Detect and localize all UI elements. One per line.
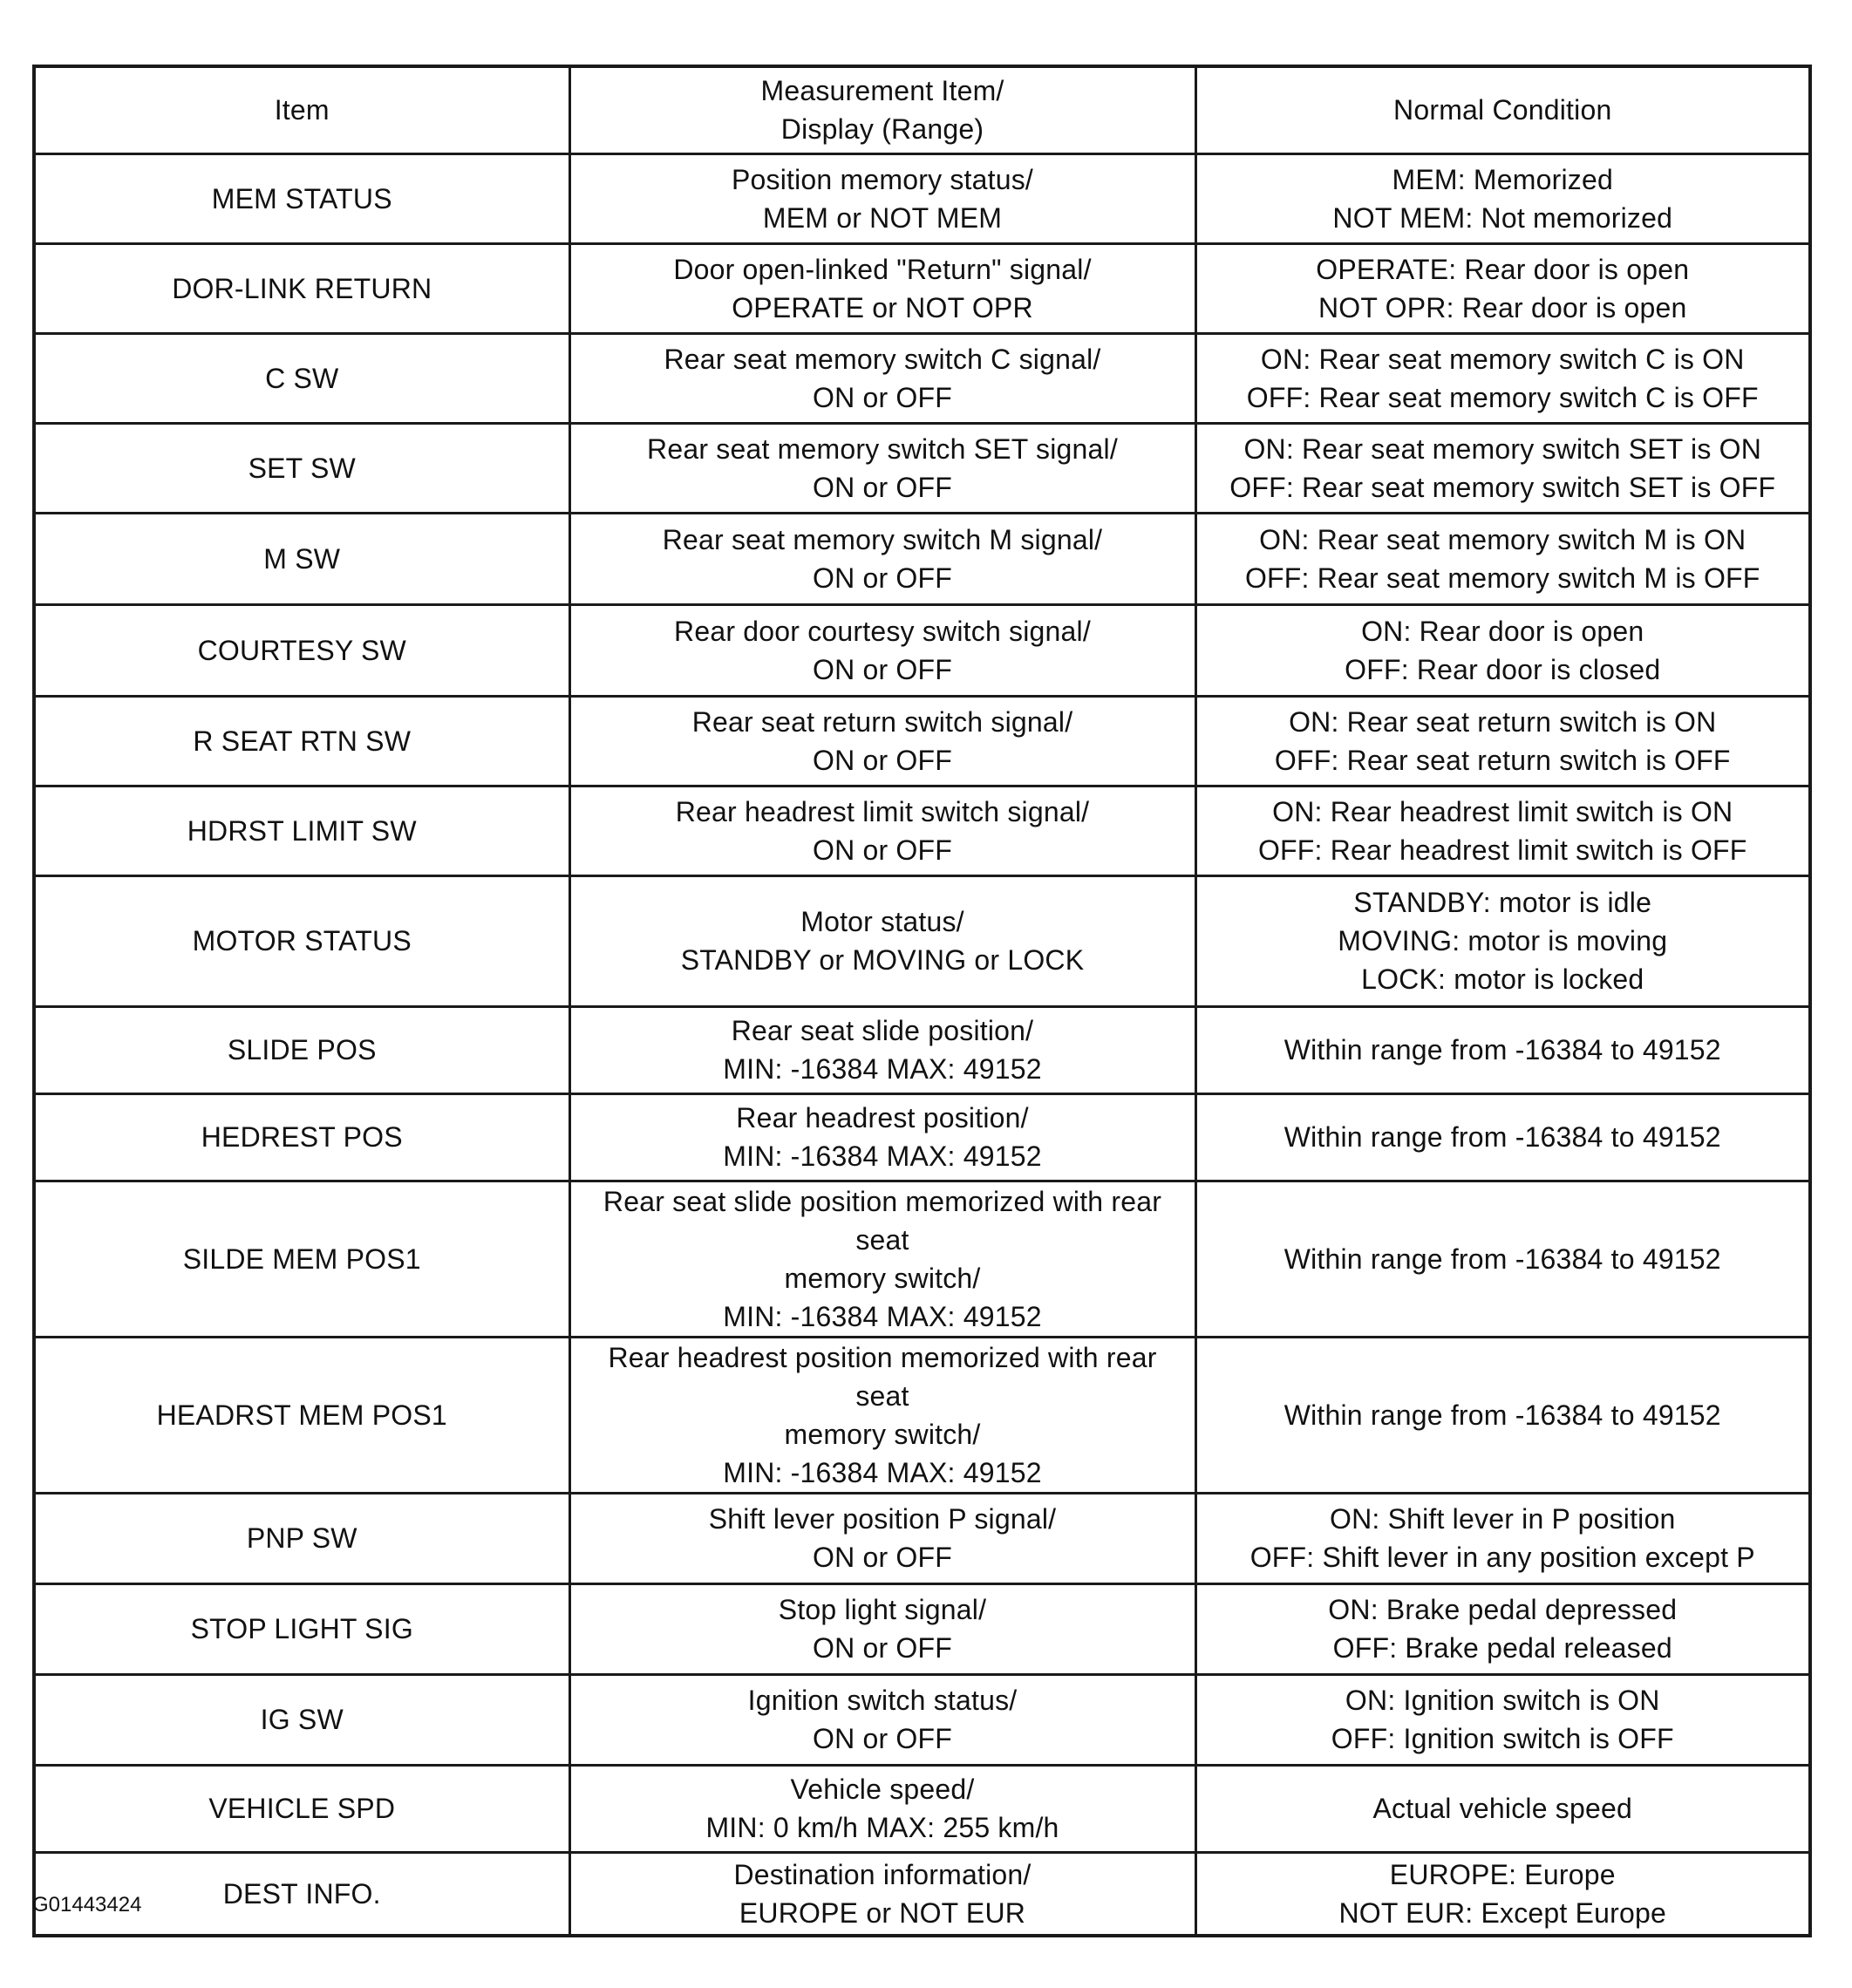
cell-item: VEHICLE SPD [34,1765,569,1852]
header-measurement: Measurement Item/ Display (Range) [569,66,1195,153]
cell-item: STOP LIGHT SIG [34,1583,569,1674]
cell-normal-condition: Within range from -16384 to 49152 [1195,1006,1810,1093]
cell-normal-condition: ON: Rear seat memory switch C is ON OFF: Rear seat memory switch C is OFF [1195,333,1810,423]
table-row [34,1765,1810,1852]
cell-measurement: Shift lever position P signal/ ON or OFF [569,1493,1195,1583]
cell-item: R SEAT RTN SW [34,696,569,786]
figure-id: G01443424 [32,1893,142,1917]
cell-normal-condition: Within range from -16384 to 49152 [1195,1337,1810,1493]
table-row [34,423,1810,513]
table-body [34,153,1810,1936]
cell-normal-condition: OPERATE: Rear door is open NOT OPR: Rear door is open [1195,243,1810,333]
cell-normal-condition: ON: Rear door is open OFF: Rear door is closed [1195,604,1810,696]
cell-measurement: Rear headrest position memorized with rear seat memory switch/ MIN: -16384 MAX: 49152 [569,1337,1195,1493]
cell-measurement: Ignition switch status/ ON or OFF [569,1674,1195,1765]
cell-item: HDRST LIMIT SW [34,786,569,875]
cell-normal-condition: Within range from -16384 to 49152 [1195,1181,1810,1337]
cell-measurement: Rear seat slide position memorized with rear seat memory switch/ MIN: -16384 MAX: 49152 [569,1181,1195,1337]
cell-item: DEST INFO. [34,1852,569,1936]
data-monitor-table-container [32,65,1808,1937]
cell-measurement: Stop light signal/ ON or OFF [569,1583,1195,1674]
cell-item: MOTOR STATUS [34,875,569,1006]
table-row [34,1852,1810,1936]
cell-measurement: Rear door courtesy switch signal/ ON or OFF [569,604,1195,696]
cell-item: HEDREST POS [34,1093,569,1181]
cell-measurement: Rear headrest limit switch signal/ ON or OFF [569,786,1195,875]
cell-normal-condition: ON: Rear seat return switch is ON OFF: Rear seat return switch is OFF [1195,696,1810,786]
cell-measurement: Rear seat memory switch C signal/ ON or OFF [569,333,1195,423]
cell-measurement: Rear seat slide position/ MIN: -16384 MAX: 49152 [569,1006,1195,1093]
table-row [34,513,1810,604]
cell-measurement: Motor status/ STANDBY or MOVING or LOCK [569,875,1195,1006]
cell-measurement: Vehicle speed/ MIN: 0 km/h MAX: 255 km/h [569,1765,1195,1852]
cell-normal-condition: STANDBY: motor is idle MOVING: motor is moving LOCK: motor is locked [1195,875,1810,1006]
header-item: Item [34,66,569,153]
cell-item: HEADRST MEM POS1 [34,1337,569,1493]
table-row [34,1493,1810,1583]
cell-normal-condition: EUROPE: Europe NOT EUR: Except Europe [1195,1852,1810,1936]
table-row [34,1093,1810,1181]
cell-item: DOR-LINK RETURN [34,243,569,333]
cell-item: C SW [34,333,569,423]
cell-measurement: Rear seat return switch signal/ ON or OFF [569,696,1195,786]
table-row [34,875,1810,1006]
cell-item: COURTESY SW [34,604,569,696]
data-monitor-table [32,65,1812,1937]
cell-item: IG SW [34,1674,569,1765]
table-row [34,153,1810,243]
header-normal-condition: Normal Condition [1195,66,1810,153]
cell-item: SET SW [34,423,569,513]
table-row [34,1674,1810,1765]
cell-measurement: Door open-linked "Return" signal/ OPERATE or NOT OPR [569,243,1195,333]
cell-item: SILDE MEM POS1 [34,1181,569,1337]
table-row [34,604,1810,696]
cell-measurement: Rear seat memory switch M signal/ ON or OFF [569,513,1195,604]
table-row [34,696,1810,786]
cell-normal-condition: ON: Rear seat memory switch M is ON OFF: Rear seat memory switch M is OFF [1195,513,1810,604]
header-row [34,66,1810,153]
table-row [34,786,1810,875]
table-row [34,1337,1810,1493]
cell-measurement: Position memory status/ MEM or NOT MEM [569,153,1195,243]
table-row [34,1583,1810,1674]
cell-measurement: Rear headrest position/ MIN: -16384 MAX: 49152 [569,1093,1195,1181]
cell-normal-condition: MEM: Memorized NOT MEM: Not memorized [1195,153,1810,243]
table-row [34,243,1810,333]
cell-measurement: Rear seat memory switch SET signal/ ON or OFF [569,423,1195,513]
cell-measurement: Destination information/ EUROPE or NOT EUR [569,1852,1195,1936]
cell-item: MEM STATUS [34,153,569,243]
cell-normal-condition: Within range from -16384 to 49152 [1195,1093,1810,1181]
cell-normal-condition: ON: Rear headrest limit switch is ON OFF: Rear headrest limit switch is OFF [1195,786,1810,875]
cell-normal-condition: ON: Shift lever in P position OFF: Shift lever in any position except P [1195,1493,1810,1583]
cell-normal-condition: ON: Ignition switch is ON OFF: Ignition switch is OFF [1195,1674,1810,1765]
table-row [34,333,1810,423]
cell-normal-condition: ON: Brake pedal depressed OFF: Brake pedal released [1195,1583,1810,1674]
cell-item: M SW [34,513,569,604]
cell-normal-condition: Actual vehicle speed [1195,1765,1810,1852]
table-row [34,1181,1810,1337]
cell-item: SLIDE POS [34,1006,569,1093]
cell-normal-condition: ON: Rear seat memory switch SET is ON OFF: Rear seat memory switch SET is OFF [1195,423,1810,513]
table-row [34,1006,1810,1093]
cell-item: PNP SW [34,1493,569,1583]
